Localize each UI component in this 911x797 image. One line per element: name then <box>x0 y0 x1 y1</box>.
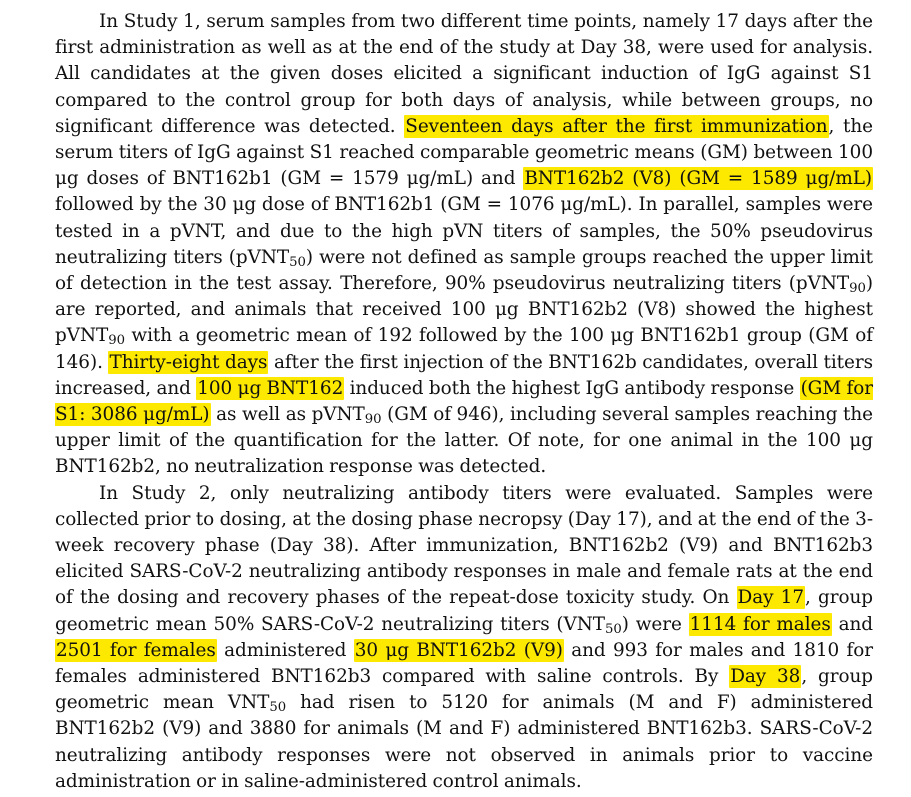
text-run: In Study 2, only neutralizing antibody titers were evaluated. Samples were collected prior to dosing, at the dosing phase necropsy (Day 17), and at the end of the 3-week recovery phase (Day 38). After immunization, BNT162b2 (V9) and BNT162b3 elicited SARS-CoV-2 neutralizing antibody responses in male and female rats at the end of the dosing and recovery phases of the repeat-dose toxicity study. On <box>55 482 873 609</box>
text-run: induced both the highest IgG antibody response <box>344 377 800 399</box>
highlighted-phrase: Thirty-eight days <box>109 351 268 373</box>
text-run: had risen to 5120 for animals (M and F) administered BNT162b2 (V9) and 3880 for animals (M and F) administered BNT162b3. SARS-CoV-2 neutralizing antibody responses were not observed in animals prior to vaccine administration or in saline-administered control animals. <box>55 692 874 792</box>
text-run: with a geometric mean of 192 followed by the 100 μg BNT162b1 group (GM of 146). <box>55 325 873 373</box>
highlighted-phrase: 100 μg BNT162 <box>197 377 344 399</box>
subscript: 50 <box>269 700 287 716</box>
subscript: 90 <box>849 280 866 296</box>
text-run: , the serum titers of IgG against S1 reached comparable geometric means (GM) between 100 μg doses of BNT162b1 (GM = 1579 μg/mL) and <box>55 115 873 190</box>
text-run: In Study 1, serum samples from two different time points, namely 17 days after the first administration as well as at the end of the study at Day 38, were used for analysis. All candidates at the given doses elicited a significant induction of IgG against S1 compared to the control group for both days of analysis, while between groups, no significant difference was detected. <box>55 11 873 137</box>
highlighted-phrase: 1114 for males <box>689 613 831 635</box>
highlighted-phrase: BNT162b2 (V8) (GM = 1589 μg/mL) <box>524 168 872 190</box>
text-run: followed by the 30 μg dose of BNT162b1 (GM = 1076 μg/mL). In parallel, samples were tested in a pVNT, and due to the high pVN titers of samples, the 50% pseudovirus neutralizing titers (pVNT <box>55 194 873 268</box>
highlighted-phrase: 2501 for females <box>56 639 216 661</box>
highlighted-phrase: (GM for S1: 3086 μg/mL) <box>55 377 873 426</box>
text-run: , group geometric mean VNT <box>55 666 874 714</box>
paragraph-study-2 <box>55 481 873 795</box>
paragraph-study-1 <box>55 9 873 481</box>
text-run: , group geometric mean 50% SARS-CoV-2 neutralizing titers (VNT <box>55 587 873 635</box>
text-run: ) are reported, and animals that received 100 μg BNT162b2 (V8) showed the highest pVNT <box>55 273 873 347</box>
highlighted-phrase: 30 μg BNT162b2 (V9) <box>354 639 563 661</box>
text-run: as well as pVNT <box>210 404 365 426</box>
text-run: ) were not defined as sample groups reached the upper limit of detection in the test assay. Therefore, 90% pseudovirus neutralizing titers (pVNT <box>55 246 873 295</box>
text-run: and 993 for males and 1810 for females administered BNT162b3 compared with saline controls. By <box>55 639 873 688</box>
highlighted-phrase: Day 17 <box>737 587 804 609</box>
subscript: 50 <box>605 621 622 637</box>
highlighted-phrase: Day 38 <box>730 666 801 688</box>
text-run: administered <box>216 639 354 661</box>
subscript: 50 <box>289 254 306 270</box>
highlighted-phrase: Seventeen days after the first immunization <box>405 115 828 137</box>
subscript: 90 <box>364 411 382 427</box>
text-run: after the first injection of the BNT162b candidates, overall titers increased, and <box>55 351 873 399</box>
text-run: and <box>831 613 873 635</box>
subscript: 90 <box>108 333 125 349</box>
text-run: (GM of 946), including several samples reaching the upper limit of the quantification for the latter. Of note, for one animal in the 100 μg BNT162b2, no neutralization response was detected. <box>55 404 873 478</box>
text-run: ) were <box>621 613 689 635</box>
